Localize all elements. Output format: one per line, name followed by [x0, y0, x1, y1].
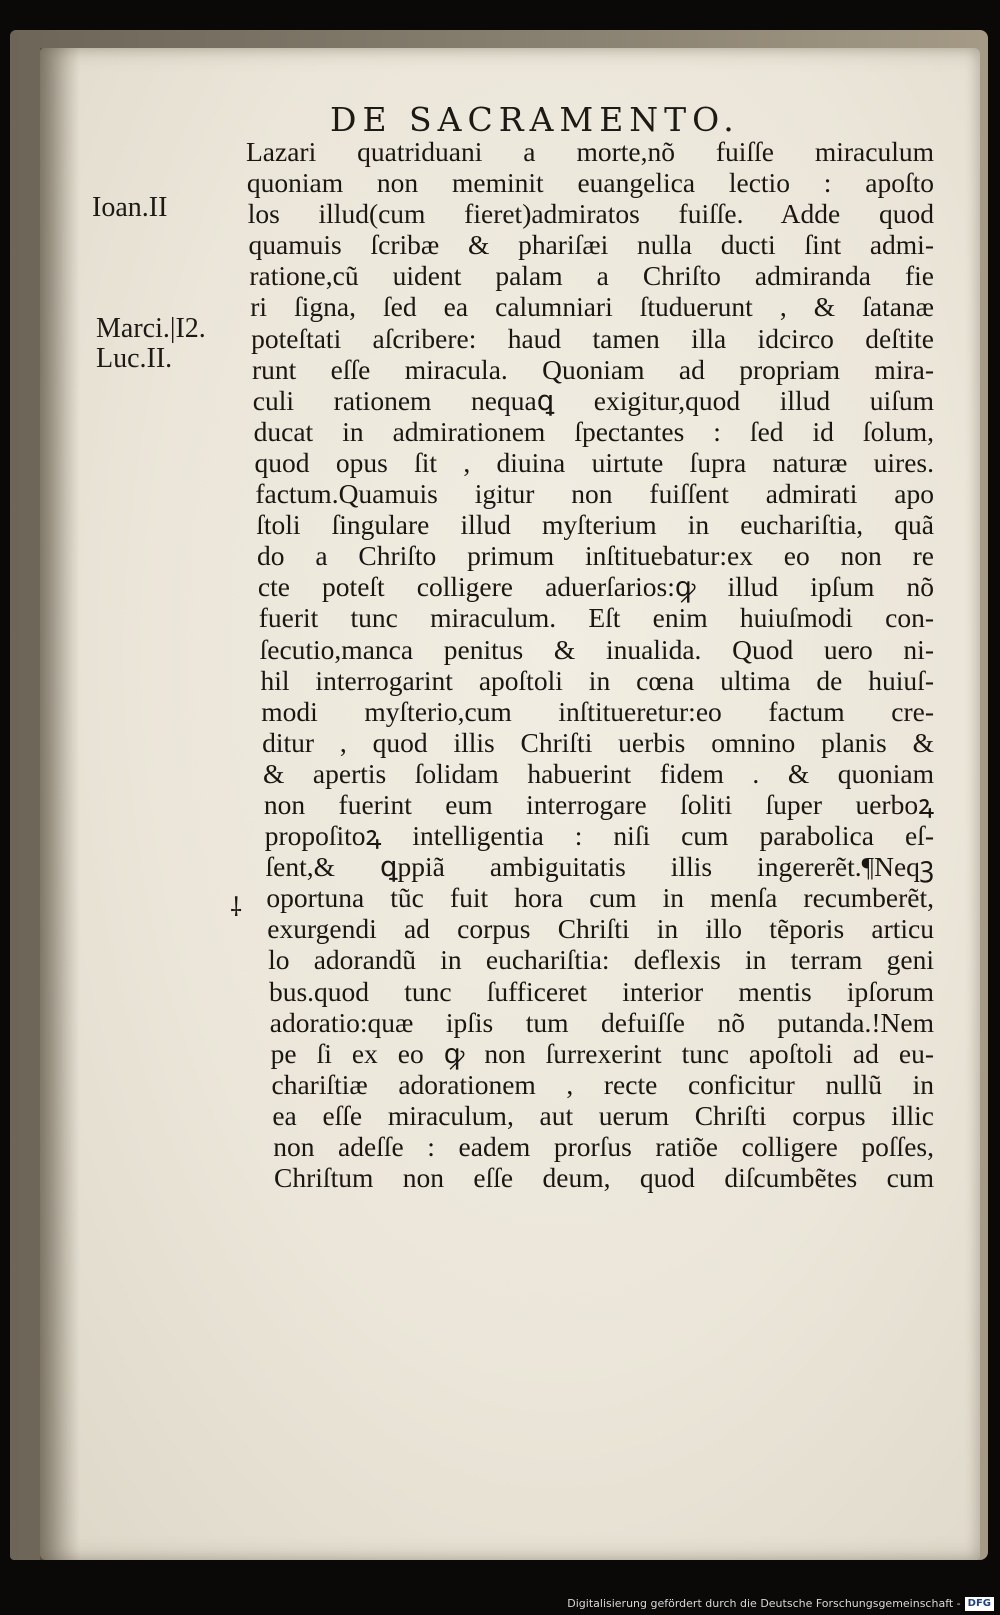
marginal-dagger-symbol: ⸸	[230, 893, 243, 923]
text-line: poteſtati aſcribere: haud tamen illa idcirco deſtite	[251, 322, 934, 354]
text-line: ditur , quod illis Chriſti uerbis omnino planis &	[262, 726, 934, 758]
text-line: ſent,& ꝗppiã ambiguitatis illis ingererẽt.¶Neqꝫ	[265, 851, 934, 883]
text-line: propoſitoꝝ intelligentia : niſi cum parabolica eſ-	[264, 820, 934, 852]
text-line: chariſtiæ adorationem , recte conficitur nullũ in	[271, 1068, 934, 1100]
margin-note-marci: Marci.|I2.	[96, 313, 206, 344]
text-line: do a Chriſto primum inſtituebatur:ex eo non re	[257, 540, 934, 572]
dfg-logo: DFG	[965, 1597, 994, 1611]
credit-text: Digitalisierung gefördert durch die Deutsche Forschungsgemeinschaft -	[567, 1597, 961, 1610]
text-line: & apertis ſolidam habuerint fidem . & quoniam	[263, 757, 934, 789]
text-line: Chriſtum non eſſe deum, quod diſcumbẽtes cum	[274, 1162, 934, 1194]
text-line: factum.Quamuis igitur non fuiſſent admirati apo	[255, 478, 934, 510]
text-line: ſecutio,manca penitus & inualida. Quod uero ni-	[259, 633, 934, 665]
text-line: bus.quod tunc ſufficeret interior mentis ipſorum	[268, 975, 934, 1007]
margin-note-luc: Luc.II.	[96, 343, 173, 374]
text-line: Lazari quatriduani a morte,nõ fuiſſe miraculum	[246, 136, 934, 167]
text-line: modi myſterio,cum inſtitueretur:eo factum cre-	[261, 695, 934, 727]
margin-note-ioan: Ioan.II	[92, 192, 168, 223]
text-line: ea eſſe miraculum, aut uerum Chriſti corpus illic	[272, 1099, 934, 1131]
text-line: quoniam non meminit euangelica lectio : apoſto	[246, 167, 934, 199]
text-line: hil interrogarint apoſtoli in cœna ultima de huiuſ-	[260, 664, 934, 696]
body-text	[246, 136, 946, 1193]
text-line: non fuerint eum interrogare ſoliti ſuper uerboꝝ	[263, 788, 934, 820]
text-line: ſtoli ſingulare illud myſterium in euchariſtia, quã	[256, 509, 934, 541]
text-line: oportuna tũc fuit hora cum in menſa recumberẽt,	[266, 882, 934, 914]
text-line: non adeſſe : eadem prorſus ratiõe colligere poſſes,	[273, 1131, 934, 1162]
running-head: DE SACRAMENTO.	[330, 100, 740, 139]
text-line: lo adorandũ in euchariſtia: deflexis in terram geni	[268, 944, 934, 976]
text-line: cte poteſt colligere aduerſarios:ꝙ illud ipſum nõ	[257, 571, 934, 603]
text-line: fuerit tunc miraculum. Eſt enim huiuſmodi con-	[258, 602, 934, 634]
text-line: culi rationem nequaꝗ exigitur,quod illud uiſum	[252, 384, 934, 416]
text-line: ratione,cũ uident palam a Chriſto admiranda fie	[249, 260, 934, 292]
text-line: ducat in admirationem ſpectantes : ſed id ſolum,	[253, 415, 934, 447]
text-line: adoratio:quæ ipſis tum defuiſſe nõ putanda.!Nem	[269, 1006, 934, 1038]
text-line: quod opus ſit , diuina uirtute ſupra naturæ uires.	[254, 446, 934, 478]
text-line: ri ſigna, ſed ea calumniari ſtuduerunt , & ſatanæ	[250, 291, 934, 323]
text-line: quamuis ſcribæ & phariſæi nulla ducti ſint admi-	[248, 229, 934, 261]
text-line: pe ſi ex eo ꝙ non ſurrexerint tunc apoſtoli ad eu-	[270, 1037, 934, 1069]
digitization-credit	[567, 1595, 994, 1613]
text-line: exurgendi ad corpus Chriſti in illo tẽporis articu	[267, 913, 934, 945]
text-line: runt eſſe miracula. Quoniam ad propriam mira-	[251, 353, 934, 385]
page-gutter-shadow	[40, 48, 80, 1560]
text-line: los illud(cum fieret)admiratos fuiſſe. Adde quod	[247, 198, 934, 230]
